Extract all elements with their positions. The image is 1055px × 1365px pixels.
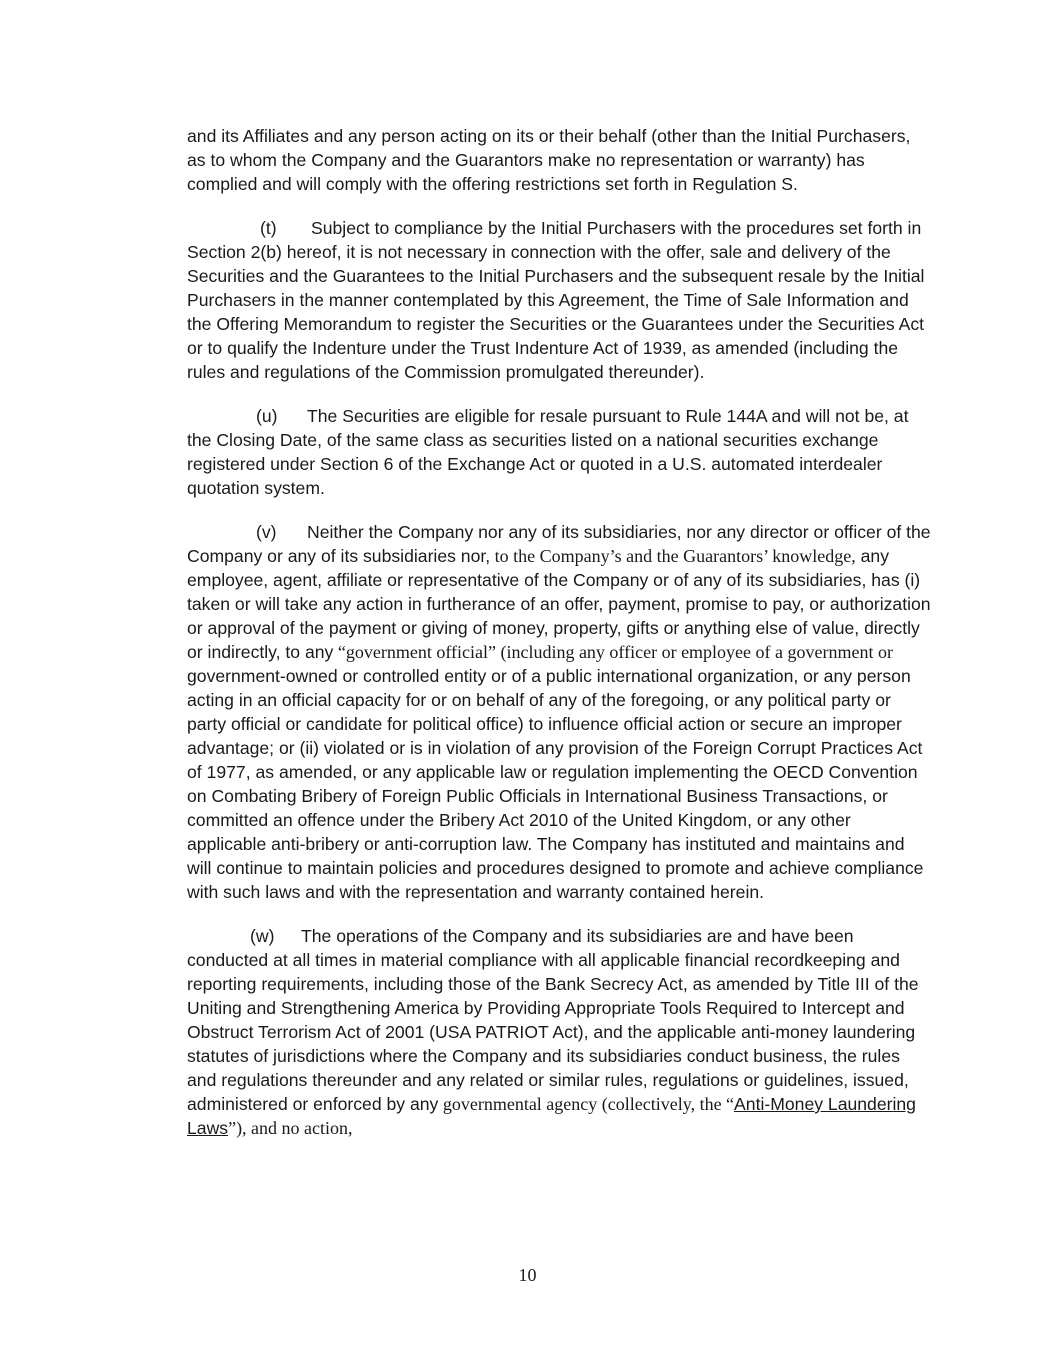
page-number: 10	[518, 1265, 537, 1285]
section-u-paragraph	[187, 404, 932, 500]
section-v-text-e: government-owned or controlled entity or of a public international organization, or any person acting in an official capacity for or on behalf of any of the foregoing, or any political party or party official or candidate for political office) to influence official action or secure an improper advantage; or (ii) violated or is in violation of any provision of the Foreign Corrupt Practices Act of 1977, as amended, or any applicable law or regulation implementing the OECD Convention on Combating Bribery of Foreign Public Officials in International Business Transactions, or committed an offence under the Bribery Act 2010 of the United Kingdom, or any other applicable anti-bribery or anti-corruption law. The Company has instituted and maintains and will continue to maintain policies and procedures designed to promote and achieve compliance with such laws and with the representation and warranty contained herein.	[187, 666, 924, 902]
section-v-text-a: Neither the Company nor any of its subsidiaries, nor any director or officer of the Company or any of its subsidiaries nor,	[187, 522, 931, 566]
document-body	[187, 124, 932, 1160]
section-v-label: (v)	[256, 522, 277, 542]
defined-term-anti-money-laundering-laws: Anti-Money Laundering Laws	[187, 1094, 916, 1138]
section-v-text-d: “government official” (including any officer or employee of a government or	[333, 642, 893, 662]
section-w-text-a: The operations of the Company and its subsidiaries are and have been conducted at all times in material compliance with all applicable financial recordkeeping and reporting requirements, including those of the Bank Secrecy Act, as amended by Title III of the Uniting and Strengthening America by Providing Appropriate Tools Required to Intercept and Obstruct Terrorism Act of 2001 (USA PATRIOT Act), and the applicable anti-money laundering statutes of jurisdictions where the Company and its subsidiaries conduct business, the rules and regulations thereunder and any related or similar rules, regulations or guidelines, issued, administered or enforced by any	[187, 926, 919, 1114]
section-w-paragraph	[187, 924, 932, 1140]
section-w-label: (w)	[250, 926, 275, 946]
continuation-paragraph: and its Affiliates and any person acting on its or their behalf (other than the Initial Purchasers, as to whom the Company and the Guarantors make no representation or warranty) has complied and will comply with the offering restrictions set forth in Regulation S.	[187, 126, 911, 194]
section-t-text: Subject to compliance by the Initial Purchasers with the procedures set forth in Section 2(b) hereof, it is not necessary in connection with the offer, sale and delivery of the Securities and the Guarantees to the Initial Purchasers and the subsequent resale by the Initial Purchasers in the manner contemplated by this Agreement, the Time of Sale Information and the Offering Memorandum to register the Securities or the Guarantees under the Securities Act or to qualify the Indenture under the Trust Indenture Act of 1939, as amended (including the rules and regulations of the Commission promulgated thereunder).	[187, 218, 925, 382]
section-w-text-c: ”), and no action,	[228, 1118, 353, 1138]
section-v-text-c: any employee, agent, affiliate or representative of the Company or of any of its subsidiaries, has (i) taken or will take any action in furtherance of an offer, payment, promise to pay, or authorization or approval of the payment or giving of money, property, gifts or anything else of value, directly or indirectly, to any	[187, 546, 931, 662]
section-u-label: (u)	[256, 406, 278, 426]
section-u-text: The Securities are eligible for resale pursuant to Rule 144A and will not be, at the Closing Date, of the same class as securities listed on a national securities exchange registered under Section 6 of the Exchange Act or quoted in a U.S. automated interdealer quotation system.	[187, 406, 909, 498]
section-w-text-b: governmental agency (collectively, the “	[438, 1094, 735, 1114]
section-t-paragraph	[187, 216, 932, 384]
section-t-label: (t)	[260, 218, 277, 238]
section-v-text-b: to the Company’s and the Guarantors’ knowledge,	[490, 546, 856, 566]
section-v-paragraph	[187, 520, 932, 904]
